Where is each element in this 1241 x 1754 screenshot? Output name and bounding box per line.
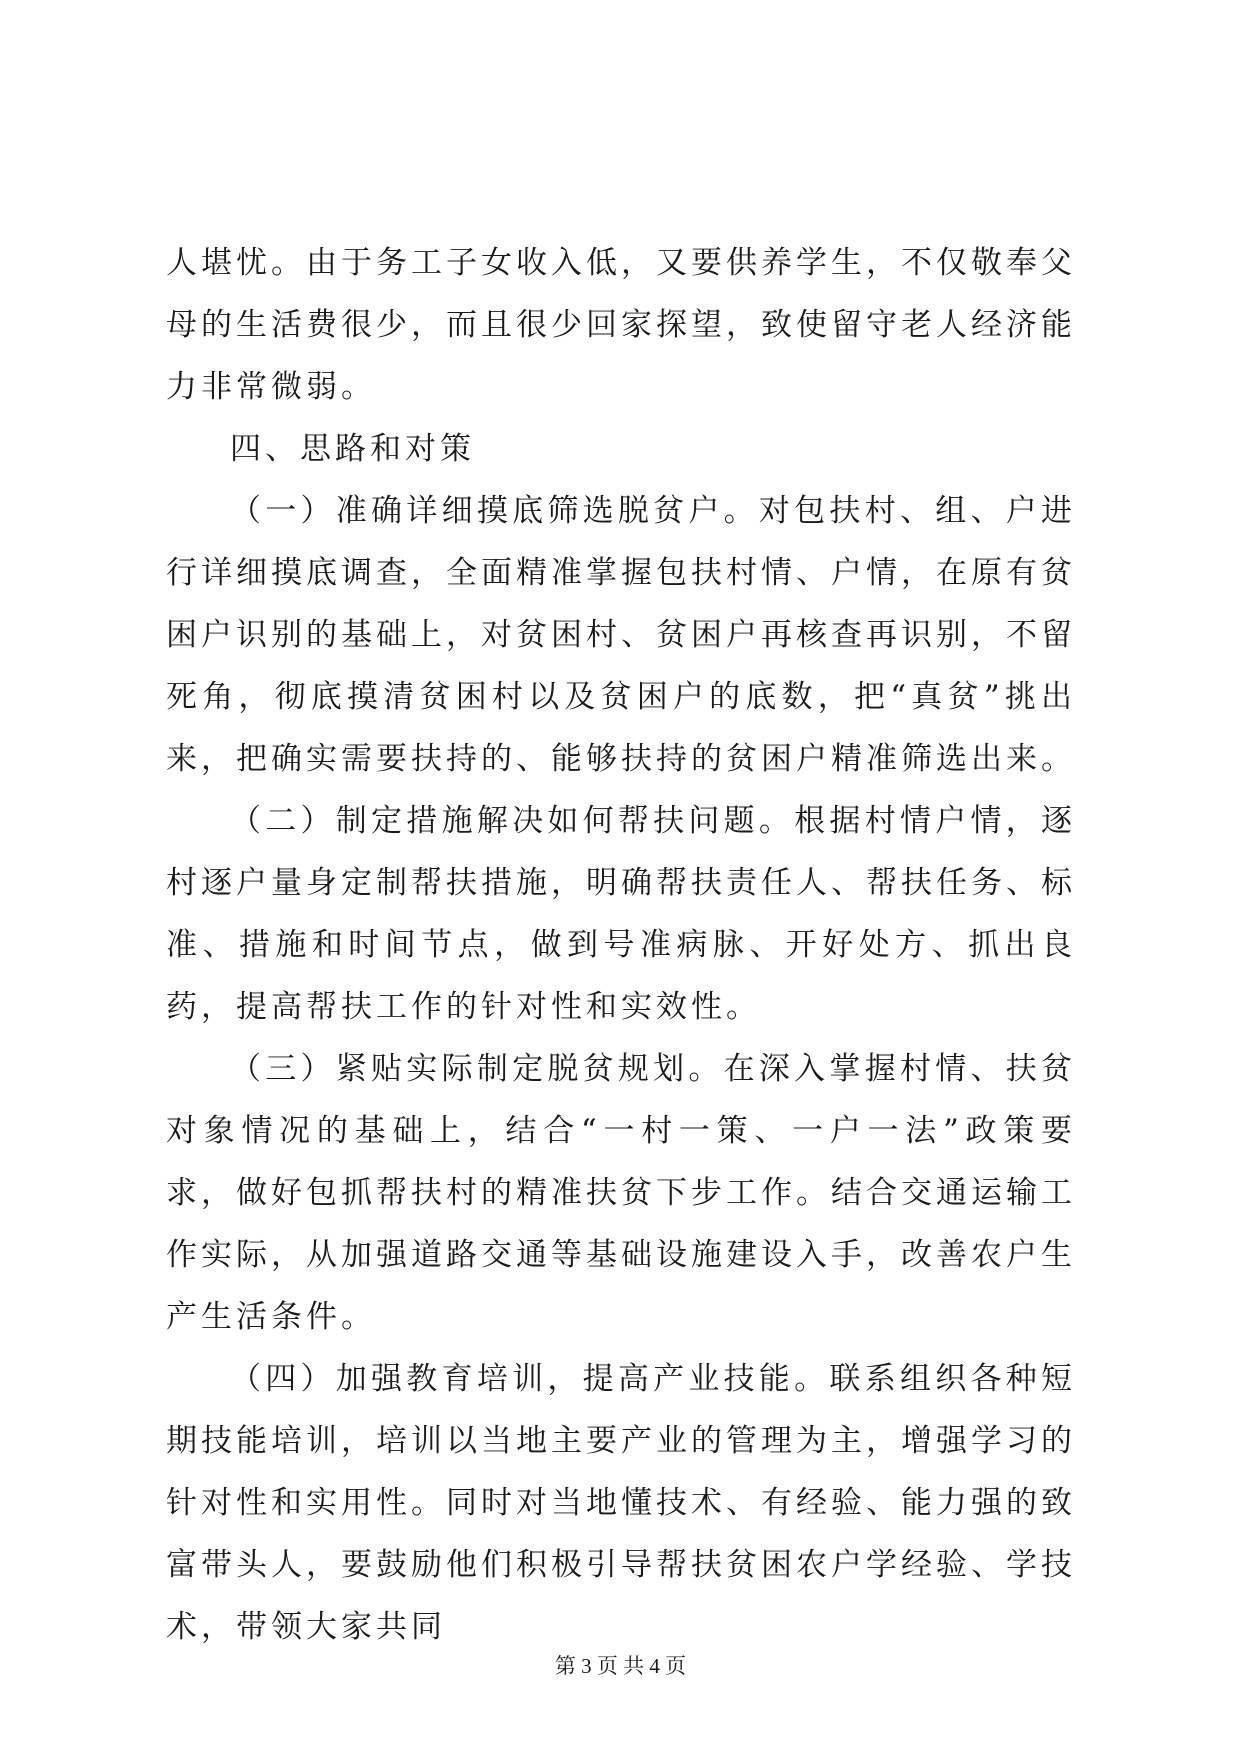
page-footer: 第 3 页 共 4 页	[554, 1654, 687, 1678]
document-body	[166, 232, 1076, 1658]
paragraph-item-1: （一）准确详细摸底筛选脱贫户。对包扶村、组、户进行详细摸底调查，全面精准掌握包扶村情、户情，在原有贫困户识别的基础上，对贫困村、贫困户再核查再识别，不留死角，彻底摸清贫困村以及贫困户的底数，把“真贫”挑出来，把确实需要扶持的、能够扶持的贫困户精准筛选出来。	[166, 493, 1076, 777]
paragraph-item-2: （二）制定措施解决如何帮扶问题。根据村情户情，逐村逐户量身定制帮扶措施，明确帮扶责任人、帮扶任务、标准、措施和时间节点，做到号准病脉、开好处方、抓出良药，提高帮扶工作的针对性和实效性。	[166, 803, 1076, 1025]
paragraph-item-3: （三）紧贴实际制定脱贫规划。在深入掌握村情、扶贫对象情况的基础上，结合“一村一策、一户一法”政策要求，做好包抓帮扶村的精准扶贫下步工作。结合交通运输工作实际，从加强道路交通等基础设施建设入手，改善农户生产生活条件。	[166, 1051, 1076, 1335]
paragraph-item-4: （四）加强教育培训，提高产业技能。联系组织各种短期技能培训，培训以当地主要产业的管理为主，增强学习的针对性和实用性。同时对当地懂技术、有经验、能力强的致富带头人，要鼓励他们积极引导帮扶贫困农户学经验、学技术，带领大家共同	[166, 1361, 1076, 1645]
paragraph-continuation: 人堪忧。由于务工子女收入低，又要供养学生，不仅敬奉父母的生活费很少，而且很少回家探望，致使留守老人经济能力非常微弱。	[166, 245, 1076, 405]
section-heading: 四、思路和对策	[230, 431, 475, 467]
